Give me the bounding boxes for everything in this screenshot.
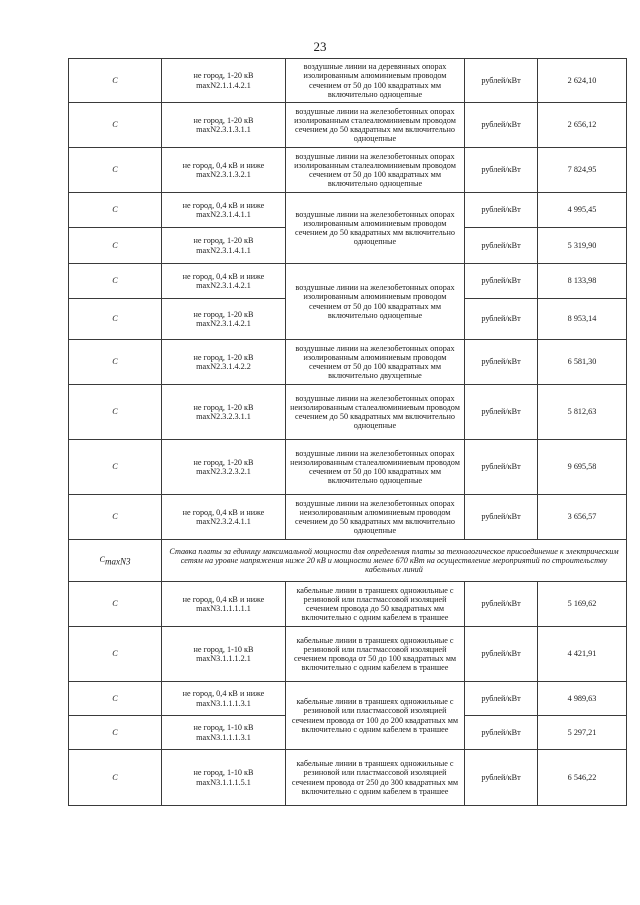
voltage-level-cell: [162, 495, 286, 540]
rate-code: maxN2.3.1.4.2.2: [196, 362, 251, 371]
unit: рублей/кВт: [465, 495, 538, 540]
rate-symbol: C: [69, 750, 162, 806]
voltage-level: не город, 1-20 кВ: [193, 309, 254, 319]
rate-code: maxN2.3.1.4.2.1: [196, 281, 251, 290]
unit: рублей/кВт: [465, 716, 538, 750]
voltage-level-cell: [162, 750, 286, 806]
price: 4 995,45: [538, 193, 627, 228]
section-symbol-subscript: maxN3: [104, 556, 131, 567]
voltage-level-cell: [162, 228, 286, 264]
line-description: воздушные линии на железобетонных опорах изолированным сталеалюминиевым проводом сечением до 50 квадратных мм включительно одноцепные: [286, 103, 465, 148]
rate-code: maxN3.1.1.1.2.1: [196, 654, 251, 663]
rate-symbol: C: [69, 228, 162, 264]
voltage-level: не город, 1-20 кВ: [193, 457, 254, 467]
voltage-level-cell: [162, 264, 286, 299]
voltage-level: не город, 1-10 кВ: [193, 768, 254, 778]
voltage-level-cell: [162, 716, 286, 750]
section-heading: Ставка платы за единицу максимальной мощности для определения платы за технологическое присоединение к электрическим сетям на уровне напряжения ниже 20 кВ и мощности менее 670 кВт на осуществление мероприятий по строительству кабельных линий: [162, 540, 627, 582]
rate-code: maxN2.3.2.4.1.1: [196, 517, 251, 526]
voltage-level: не город, 1-20 кВ: [193, 402, 254, 412]
section-symbol: [69, 540, 162, 582]
rate-code: maxN3.1.1.1.3.1: [196, 698, 251, 708]
rate-symbol: C: [69, 193, 162, 228]
rate-symbol: C: [69, 682, 162, 716]
voltage-level: не город, 0,4 кВ и ниже: [182, 271, 265, 281]
voltage-level: не город, 0,4 кВ и ниже: [182, 200, 265, 210]
unit: рублей/кВт: [465, 627, 538, 682]
line-description: кабельные линии в траншеях одножильные с резиновой или пластмассовой изоляцией сечением провода от 250 до 300 квадратных мм включительно с одним кабелем в траншее: [286, 750, 465, 806]
unit: рублей/кВт: [465, 750, 538, 806]
rate-symbol: C: [69, 264, 162, 299]
unit: рублей/кВт: [465, 59, 538, 103]
rate-code: maxN3.1.1.1.3.1: [196, 732, 251, 742]
tariff-table: [68, 58, 627, 806]
rate-code: maxN2.3.2.3.1.1: [196, 412, 251, 421]
price: 3 656,57: [538, 495, 627, 540]
rate-symbol: C: [69, 627, 162, 682]
table-row: [69, 193, 627, 228]
price: 8 953,14: [538, 299, 627, 340]
unit: рублей/кВт: [465, 264, 538, 299]
voltage-level-cell: [162, 340, 286, 385]
rate-symbol: C: [69, 103, 162, 148]
table-row: [69, 440, 627, 495]
line-description: воздушные линии на железобетонных опорах неизолированным сталеалюминиевым проводом сечением от 50 до 100 квадратных мм включительно одноцепные: [286, 440, 465, 495]
voltage-level: не город, 1-20 кВ: [193, 236, 254, 246]
rate-code: maxN3.1.1.1.1.1: [196, 604, 251, 613]
voltage-level: не город, 1-10 кВ: [193, 723, 254, 733]
price: 4 989,63: [538, 682, 627, 716]
rate-code: maxN3.1.1.1.5.1: [196, 777, 251, 787]
price: 6 546,22: [538, 750, 627, 806]
voltage-level: не город, 0,4 кВ и ниже: [182, 689, 265, 699]
price: 2 656,12: [538, 103, 627, 148]
line-description: воздушные линии на деревянных опорах изолированным алюминиевым проводом сечением от 50 до 100 квадратных мм включительно одноцепные: [286, 59, 465, 103]
rate-symbol: C: [69, 340, 162, 385]
line-description: воздушные линии на железобетонных опорах изолированным сталеалюминиевым проводом сечением от 50 до 100 квадратных мм включительно одноцепные: [286, 148, 465, 193]
price: 5 169,62: [538, 582, 627, 627]
unit: рублей/кВт: [465, 682, 538, 716]
price: 7 824,95: [538, 148, 627, 193]
unit: рублей/кВт: [465, 299, 538, 340]
voltage-level-cell: [162, 627, 286, 682]
price: 4 421,91: [538, 627, 627, 682]
table-row: [69, 148, 627, 193]
voltage-level: не город, 1-20 кВ: [193, 71, 254, 81]
rate-symbol: C: [69, 582, 162, 627]
price: 6 581,30: [538, 340, 627, 385]
table-row: [69, 264, 627, 299]
rate-symbol: C: [69, 299, 162, 340]
unit: рублей/кВт: [465, 340, 538, 385]
table-row: [69, 59, 627, 103]
voltage-level: не город, 1-20 кВ: [193, 115, 254, 125]
unit: рублей/кВт: [465, 148, 538, 193]
price: 8 133,98: [538, 264, 627, 299]
section-symbol-letter: C: [99, 554, 105, 564]
rate-symbol: C: [69, 440, 162, 495]
voltage-level: не город, 0,4 кВ и ниже: [182, 594, 265, 604]
line-description: воздушные линии на железобетонных опорах изолированным алюминиевым проводом сечением от 50 до 100 квадратных мм включительно двухцепные: [286, 340, 465, 385]
unit: рублей/кВт: [465, 228, 538, 264]
table-row: [69, 495, 627, 540]
voltage-level-cell: [162, 148, 286, 193]
price: 5 812,63: [538, 385, 627, 440]
unit: рублей/кВт: [465, 103, 538, 148]
unit: рублей/кВт: [465, 440, 538, 495]
rate-code: maxN2.3.1.4.1.1: [196, 210, 251, 219]
rate-symbol: C: [69, 716, 162, 750]
table-row: [69, 582, 627, 627]
voltage-level: не город, 1-20 кВ: [193, 352, 254, 362]
voltage-level: не город, 0,4 кВ и ниже: [182, 507, 265, 517]
voltage-level: не город, 1-10 кВ: [193, 644, 254, 654]
table-row: [69, 750, 627, 806]
line-description: воздушные линии на железобетонных опорах неизолированным сталеалюминиевым проводом сечением до 50 квадратных мм включительно одноцепные: [286, 385, 465, 440]
price: 5 297,21: [538, 716, 627, 750]
voltage-level: не город, 0,4 кВ и ниже: [182, 160, 265, 170]
rate-code: maxN2.3.1.3.1.1: [196, 125, 251, 134]
line-description: воздушные линии на железобетонных опорах неизолированным алюминиевым проводом сечением до 50 квадратных мм включительно одноцепные: [286, 495, 465, 540]
voltage-level-cell: [162, 582, 286, 627]
rate-symbol: C: [69, 495, 162, 540]
table-row: [69, 385, 627, 440]
table-row: [69, 340, 627, 385]
line-description: кабельные линии в траншеях одножильные с резиновой или пластмассовой изоляцией сечением провода от 50 до 100 квадратных мм включительно с одним кабелем в траншее: [286, 627, 465, 682]
table-row: [69, 103, 627, 148]
section-row: [69, 540, 627, 582]
voltage-level-cell: [162, 103, 286, 148]
page-number: 23: [313, 39, 327, 54]
unit: рублей/кВт: [465, 385, 538, 440]
rate-code: maxN2.3.1.4.1.1: [196, 245, 251, 255]
table-row: [69, 627, 627, 682]
table-row: [69, 682, 627, 716]
rate-code: maxN2.3.1.4.2.1: [196, 319, 251, 328]
voltage-level-cell: [162, 385, 286, 440]
voltage-level-cell: [162, 193, 286, 228]
line-description: кабельные линии в траншеях одножильные с резиновой или пластмассовой изоляцией сечением провода от 100 до 200 квадратных мм включительно с одним кабелем в траншее: [286, 682, 465, 750]
voltage-level-cell: [162, 59, 286, 103]
voltage-level-cell: [162, 299, 286, 340]
price: 9 695,58: [538, 440, 627, 495]
line-description: кабельные линии в траншеях одножильные с резиновой или пластмассовой изоляцией сечением провода до 50 квадратных мм включительно с одним кабелем в траншее: [286, 582, 465, 627]
unit: рублей/кВт: [465, 193, 538, 228]
rate-code: maxN2.3.1.3.2.1: [196, 170, 251, 179]
voltage-level-cell: [162, 682, 286, 716]
rate-symbol: C: [69, 59, 162, 103]
line-description: воздушные линии на железобетонных опорах изолированным алюминиевым проводом сечением до 50 квадратных мм включительно одноцепные: [286, 193, 465, 264]
voltage-level-cell: [162, 440, 286, 495]
rate-code: maxN2.1.1.4.2.1: [196, 80, 251, 90]
rate-symbol: C: [69, 385, 162, 440]
price: 2 624,10: [538, 59, 627, 103]
rate-symbol: C: [69, 148, 162, 193]
line-description: воздушные линии на железобетонных опорах изолированным алюминиевым проводом сечением от 50 до 100 квадратных мм включительно одноцепные: [286, 264, 465, 340]
unit: рублей/кВт: [465, 582, 538, 627]
rate-code: maxN2.3.2.3.2.1: [196, 467, 251, 476]
price: 5 319,90: [538, 228, 627, 264]
